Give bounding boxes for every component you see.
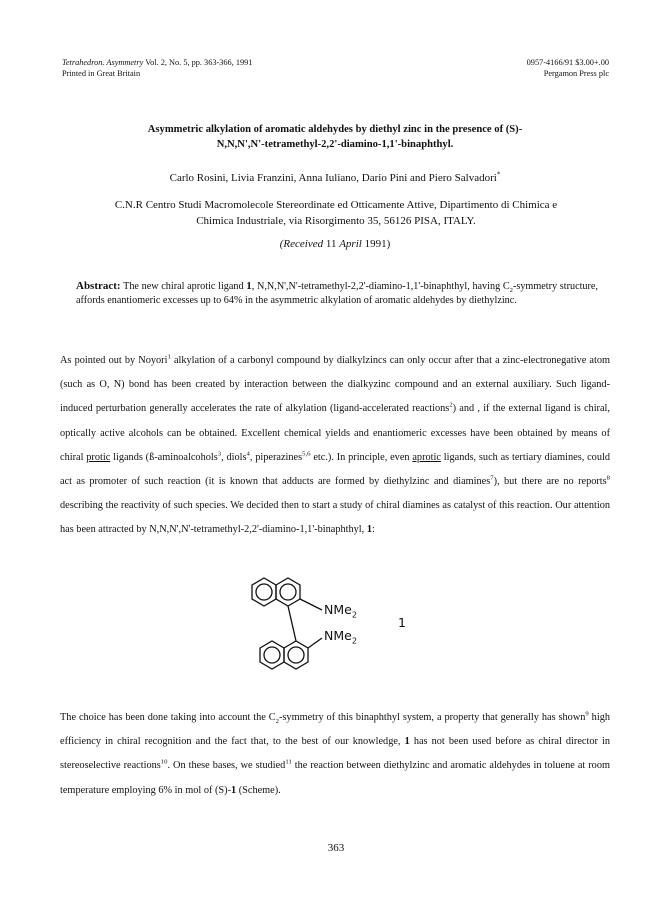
received-open: (Received [279,238,324,250]
abstract-label: Abstract: [76,280,121,292]
body-text: , diols [221,451,247,463]
body-paragraph-1 [60,349,610,543]
body-text: : [371,524,375,536]
body-text: ), but there are no reports [493,476,607,488]
citation-ref: 10 [160,758,168,766]
citation-ref: 4 [246,450,250,458]
subscript: 2 [275,718,279,726]
compound-ref: 1 [231,784,237,796]
compound-ref: 1 [246,280,252,292]
label-text: NMe [324,602,352,617]
body-text: the reaction between diethylzinc and aromatic aldehydes in toluene at room temperature employing 6% in mol of (S)- [60,760,610,796]
citation-ref: 11 [285,758,292,766]
citation-ref: 3 [217,450,222,458]
body-text: alkylation of a carbonyl compound by dialkylzincs can only occur after that a zinc-electronegative atom (such as O, N) bond has been created by interaction between the dialkyzinc compound and an external auxiliary. Such ligand-induced perturbation generally accelerates the rate of alkylation (ligand-accelerated reactions [60,355,610,415]
body-text: The choice has been done taking into account the C [60,712,276,723]
compound-number: 1 [398,615,406,630]
title-line-2: N,N,N',N'-tetramethyl-2,2'-diamino-1,1'-binaphthyl. [216,139,454,150]
label-subscript: 2 [351,635,357,646]
corresponding-mark: * [496,170,501,179]
publisher-header [527,57,609,79]
binaphthyl-structure [240,560,440,700]
body-text: has not been used before as chiral director in stereoselective reactions [60,736,610,772]
label-text: NMe [324,628,352,643]
body-text: , piperazines [249,451,303,463]
abstract-text: The new chiral aprotic ligand [120,281,247,292]
affiliation-line-2: Chimica Industriale, via Risorgimento 35, 56126 PISA, ITALY. [196,215,476,227]
body-text: . On these bases, we studied [167,760,286,772]
label-subscript: 2 [351,609,357,620]
body-text: ligands (ß-aminoalcohols [110,451,218,463]
citation-ref: 7 [490,474,494,482]
page-number: 363 [327,842,345,854]
body-text: (Scheme). [236,784,281,796]
body-text: ) and , if the external ligand is chiral, optically active alcohols can be obtained. Excellent chemical yields and enantiomeric excesses have been obtained by means of chiral [60,403,610,463]
compound-ref: 1 [366,524,372,536]
citation-ref: 1 [167,353,171,361]
affiliation-line-1: C.N.R Centro Studi Macromolecole Stereordinate ed Otticamente Attive, Dipartimento di Chimica e [114,199,558,211]
abstract-text: , N,N,N',N'-tetramethyl-2,2'-diamino-1,1'-binaphthyl, having C [251,281,510,292]
received-month: April [339,238,362,250]
abstract [76,280,598,307]
body-text: etc.). In principle, even [310,451,413,463]
author-list [80,172,590,184]
body-paragraph-2 [60,706,610,803]
body-text: describing the reactivity of such species. We decided then to start a study of chiral diamines as catalyst of this reaction. Our attention has been attracted by N,N,N',N'-tetramethyl-2,2'-diamino-1,1'-binaphthyl, [60,500,610,536]
received-date [80,238,590,250]
citation-ref: 2 [449,401,453,409]
printed-line: Printed in Great Britain [62,69,141,78]
body-text: ligands, such as tertiary diamines, could act as promoter of such reaction (it is known that adducts are formed by diethylzinc and diamines [60,451,610,488]
citation-ref: 9 [585,710,589,718]
title-line-1: Asymmetric alkylation of aromatic aldehydes by diethyl zinc in the presence of (S)- [147,124,523,135]
publisher-name: Pergamon Press plc [543,69,609,78]
authors-text: Carlo Rosini, Livia Franzini, Anna Iuliano, Dario Pini and Piero Salvadori [169,172,497,184]
paper-title [90,122,580,152]
abstract-text: -symmetry structure, affords enantiomeric excesses up to 64% in the asymmetric alkylation of aromatic aldehydes by diethylzinc. [76,281,598,306]
underlined-term: protic [86,451,111,463]
body-text: -symmetry of this binaphthyl system, a property that generally has shown [279,712,586,723]
issn-code: 0957-4166/91 $3.00+.00 [526,58,609,67]
compound-ref: 1 [404,736,410,748]
journal-name: Tetrahedron. Asymmetry [62,58,144,67]
body-text: high efficiency in chiral recognition and the fact that, to the best of our knowledge, [60,712,610,748]
received-day: 11 [323,238,340,250]
citation-ref: 8 [606,474,611,482]
received-year: 1991) [361,238,391,250]
underlined-term: aprotic [412,451,441,463]
nme2-label-top [324,602,357,620]
body-text: As pointed out by Noyori [60,355,168,366]
citation-ref: 5,6 [302,450,311,458]
journal-citation: Vol. 2, No. 5, pp. 363-366, 1991 [143,58,253,67]
nme2-label-bottom [324,628,357,646]
journal-header [62,57,252,79]
affiliation [66,197,606,229]
subscript: 2 [509,287,513,295]
